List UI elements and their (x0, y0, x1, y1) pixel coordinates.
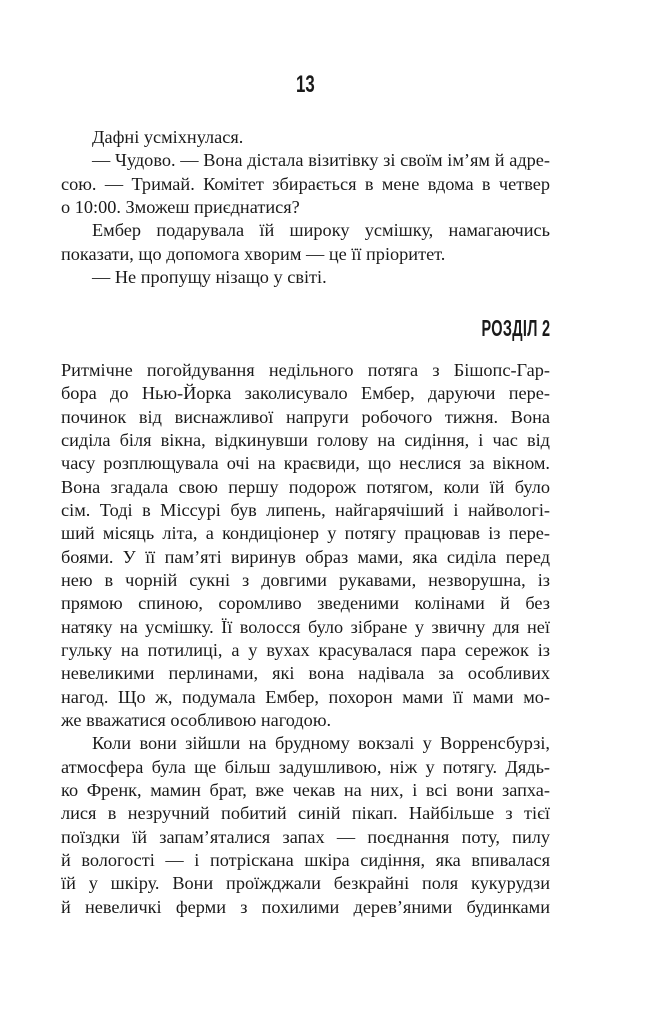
paragraph (61, 266, 550, 289)
text-line: показати, що допомога хворим — це її пріоритет. (61, 243, 446, 264)
text-line: Ритмічне погойдування недільного потяга з Бішопс-Гар- (61, 360, 550, 380)
text-line: поїздки їй запам’яталися запах — поєднання поту, пилу (61, 826, 550, 847)
text-line: атмосфера була ще більш задушливою, ніж у потягу. Дядь- (61, 756, 550, 777)
text-line: ко Френк, мамин брат, вже чекав на них, і всі вони запха- (61, 779, 550, 800)
chapter-heading (61, 316, 550, 340)
text-line: натяку на усмішку. Її волосся було зібране у звичну для неї (61, 616, 550, 637)
text-line: й невеличкі ферми з похилими дерев’яними будинками (61, 896, 550, 917)
text-line: сиділа біля вікна, відкинувши голову на сидіння, і час від (61, 429, 550, 450)
text-line: — Чудово. — Вона дістала візитівку зі своїм ім’ям й адре- (92, 150, 550, 171)
text-line: Дафні усміхнулася. (92, 127, 244, 147)
text-block-before-heading (61, 126, 550, 289)
text-line: боями. У її пам’яті виринув образ мами, яка сиділа перед (61, 546, 550, 567)
text-line: бора до Нью-Йорка заколисувало Ембер, даруючи пере- (61, 383, 550, 404)
text-line: сім. Тоді в Міссурі був липень, найгарячіший і найвологі- (61, 499, 550, 520)
paragraph (61, 359, 550, 732)
text-line: Коли вони зійшли на брудному вокзалі у Ворренсбурзі, (92, 733, 550, 754)
text-line: нею в чорній сукні з довгими рукавами, незворушна, із (61, 569, 550, 590)
text-line: й вологості — і потріскана шкіра сидіння, яка впивалася (61, 849, 550, 870)
text-line: часу розплющувала очі на краєвиди, що неслися за вікном. (61, 453, 550, 474)
text-line: їй у шкіру. Вони проїжджали безкрайні поля кукурудзи (61, 873, 550, 894)
text-line: сою. — Тримай. Комітет збирається в мене вдома в четвер (61, 173, 550, 194)
paragraph (61, 126, 550, 149)
paragraph (61, 732, 550, 919)
text-line: лися в незручний побитий синій пікап. Найбільше з тієї (61, 803, 550, 824)
page-number (61, 73, 550, 97)
text-line: Вона згадала свою першу подорож потягом, коли їй було (61, 476, 550, 497)
text-line: ший місяць літа, а кондиціонер у потягу працював із пере- (61, 523, 550, 544)
paragraph (61, 219, 550, 266)
text-line: Ембер подарувала їй широку усмішку, намагаючись (92, 220, 550, 241)
page-number-text: 13 (296, 71, 315, 98)
text-line: нагод. Що ж, подумала Ембер, похорон мами її мами мо- (61, 686, 550, 707)
text-line: же вважатися особливою нагодою. (61, 709, 332, 730)
text-line: невеликими перлинами, які вона надівала за особливих (61, 663, 550, 684)
text-line: о 10:00. Зможеш приєднатися? (61, 196, 300, 217)
chapter-heading-text: РОЗДІЛ 2 (481, 315, 550, 341)
text-block-after-heading (61, 359, 550, 919)
text-line: починок від виснажливої напруги робочого тижня. Вона (61, 406, 550, 427)
paragraph (61, 149, 550, 219)
text-line: прямою спиною, соромливо зведеними колінами й без (61, 593, 550, 614)
text-line: — Не пропущу нізащо у світі. (92, 266, 327, 287)
text-line: гульку на потилиці, а у вухах красувалася пара сережок із (61, 639, 550, 660)
